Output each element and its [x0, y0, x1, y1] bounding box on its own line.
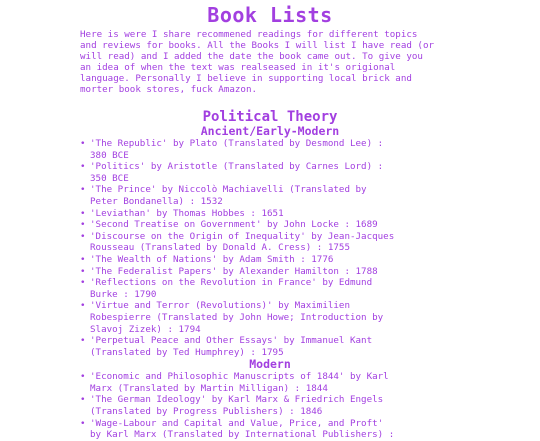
bullet-icon: •: [80, 230, 86, 242]
book-entry: 'Perpetual Peace and Other Essays' by Immanuel Kant (Translated by Ted Humphrey) : 1795: [90, 335, 373, 358]
bullet-icon: •: [80, 265, 86, 277]
book-entry: 'The German Ideology' by Karl Marx & Friedrich Engels (Translated by Progress Publishers) : 1846: [90, 394, 384, 418]
list-item: [80, 371, 465, 394]
bullet-icon: •: [80, 161, 86, 173]
list-item: [80, 335, 465, 358]
list-item: [80, 418, 465, 441]
book-entry: 'Politics' by Aristotle (Translated by Carnes Lord) : 350 BCE: [90, 161, 384, 184]
list-item: [80, 219, 465, 231]
bullet-icon: •: [80, 207, 86, 219]
list-item: [80, 394, 465, 417]
subsection-title: Modern: [249, 357, 291, 372]
list-item: [80, 161, 465, 184]
section-title: Political Theory: [202, 109, 338, 125]
list-item: [80, 231, 465, 254]
book-entry: 'Economic and Philosophic Manuscripts of 1844' by Karl Marx (Translated by Martin Milligan) : 1844: [90, 371, 389, 394]
bullet-icon: •: [80, 219, 86, 231]
book-entry: 'Leviathan' by Thomas Hobbes : 1651: [90, 207, 284, 219]
book-entry: 'Discourse on the Origin of Inequality' by Jean-Jacques Rousseau (Translated by Donald A. Cress) : 1755: [90, 230, 395, 254]
list-item: [80, 300, 465, 335]
book-entry: 'Wage-Labour and Capital and Value, Price, and Proft' by Karl Marx (Translated by International Publishers) :: [90, 417, 395, 441]
bullet-icon: •: [80, 417, 86, 429]
book-entry: 'Reflections on the Revolution in France' by Edmund Burke : 1790: [90, 277, 373, 300]
bullet-icon: •: [80, 300, 86, 312]
bullet-icon: •: [80, 277, 86, 289]
bullet-icon: •: [80, 253, 86, 265]
list-item: [80, 184, 465, 207]
book-entry: 'The Prince' by Niccolò Machiavelli (Translated by Peter Bondanella) : 1532: [90, 184, 367, 207]
book-entry: 'The Republic' by Plato (Translated by Desmond Lee) : 380 BCE: [90, 138, 384, 161]
list-item: [80, 208, 465, 220]
list-item: [80, 266, 465, 278]
page-title: Book Lists: [207, 3, 333, 27]
bullet-icon: •: [80, 138, 86, 149]
book-entry: 'Virtue and Terror (Revolutions)' by Maximilien Robespierre (Translated by John Howe; Introduction by Slavoj Zizek) : 1794: [90, 300, 384, 335]
book-entry: 'The Federalist Papers' by Alexander Hamilton : 1788: [90, 265, 378, 277]
intro-paragraph: Here is were I share recommened readings for different topics and reviews for books. All the Books I will list I have read (or will read) and I added the date the book came out. To give you an idea of when the text was realseased in it's origional language. Personally I believe in supporting local brick and morter book stores, fuck Amazon.: [80, 29, 435, 95]
list-item: [80, 277, 465, 300]
book-entry: 'The Wealth of Nations' by Adam Smith : 1776: [90, 253, 334, 265]
subsection-title: Ancient/Early-Modern: [200, 124, 340, 138]
section-political-theory: [0, 110, 540, 441]
list-item: [80, 254, 465, 266]
bullet-icon: •: [80, 371, 86, 383]
list-item: [80, 138, 465, 161]
page: [0, 3, 540, 441]
subsection-modern: [0, 358, 540, 441]
book-entry: 'Second Treatise on Government' by John Locke : 1689: [90, 219, 378, 231]
book-list: [0, 138, 465, 358]
subsection-ancient: [0, 125, 540, 358]
bullet-icon: •: [80, 394, 86, 406]
book-list: [0, 371, 465, 441]
bullet-icon: •: [80, 335, 86, 347]
bullet-icon: •: [80, 184, 86, 196]
